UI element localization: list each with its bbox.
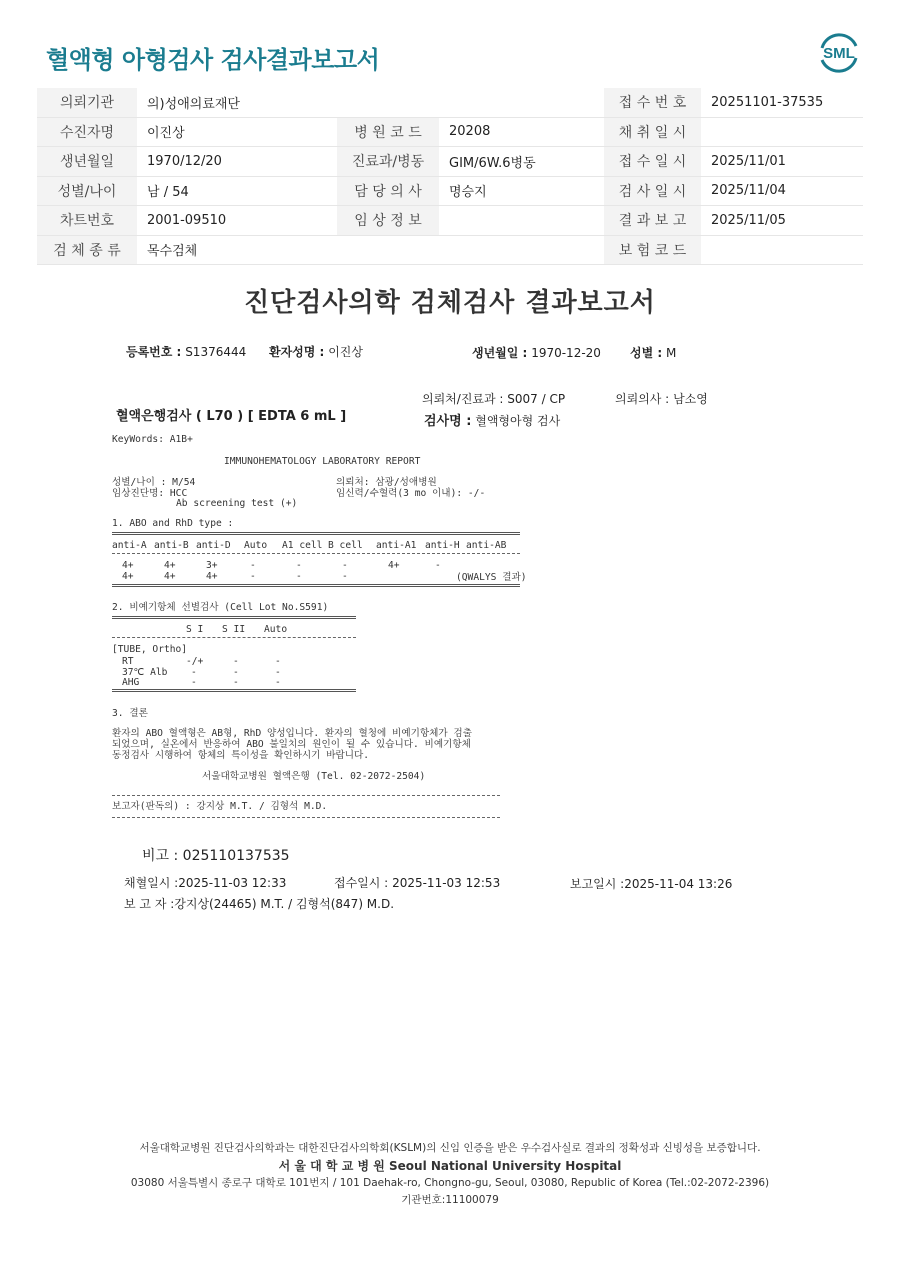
cell: A1 cell bbox=[282, 540, 323, 551]
referral-doctor: 의뢰의사 : 남소영 bbox=[615, 392, 708, 406]
cell: 3+ bbox=[206, 560, 218, 571]
patient-name: 환자성명 : 이진상 bbox=[269, 345, 363, 359]
divider bbox=[112, 616, 356, 619]
info-label: 진료과/병동 bbox=[337, 147, 439, 177]
divider bbox=[112, 637, 356, 638]
conclusion-line-2: 되었으며, 실온에서 반응하여 ABO 불일치의 원인이 될 수 있습니다. 비예기항체 bbox=[112, 739, 471, 750]
cell: anti-D bbox=[196, 540, 231, 551]
test-name: 검사명 : 혈액형아형 검사 bbox=[424, 414, 561, 429]
info-label: 접 수 일 시 bbox=[604, 147, 701, 177]
keywords: KeyWords: A1B+ bbox=[112, 434, 193, 445]
info-label: 생년월일 bbox=[37, 147, 137, 177]
info-value: 명승지 bbox=[439, 176, 604, 206]
sml-logo bbox=[816, 30, 862, 76]
screen-row-value: - bbox=[191, 666, 197, 678]
screen-row-value: - bbox=[275, 656, 281, 667]
svg-text:SML: SML bbox=[823, 45, 855, 62]
info-value: 목수검체 bbox=[137, 235, 337, 265]
info-value: 20251101-37535 bbox=[701, 88, 863, 117]
sex: 성별 : M bbox=[630, 346, 677, 360]
collect-time: 채혈일시 :2025-11-03 12:33 bbox=[124, 876, 287, 890]
info-row bbox=[37, 88, 863, 117]
cell: S I bbox=[186, 624, 204, 635]
info-row bbox=[37, 206, 863, 236]
cell: - bbox=[250, 560, 256, 571]
info-value bbox=[439, 206, 604, 236]
cell: 4+ bbox=[206, 571, 218, 582]
divider bbox=[112, 817, 500, 818]
footer-address: 03080 서울특별시 종로구 대학로 101번지 / 101 Daehak-ro, Chongno-gu, Seoul, 03080, Republic of Korea (Tel.:02-2072-2396) bbox=[130, 1177, 770, 1189]
info-label: 채 취 일 시 bbox=[604, 117, 701, 147]
test-group: 혈액은행검사 ( L70 ) [ EDTA 6 mL ] bbox=[116, 409, 347, 424]
info-value: GIM/6W.6병동 bbox=[439, 147, 604, 177]
info-label: 결 과 보 고 bbox=[604, 206, 701, 236]
info-value: 1970/12/20 bbox=[137, 147, 337, 177]
cell: 4+ bbox=[122, 571, 134, 582]
info-value: 이진상 bbox=[137, 117, 337, 147]
screen-row-value: -/+ bbox=[186, 656, 204, 667]
report-time: 보고일시 :2025-11-04 13:26 bbox=[570, 877, 733, 891]
info-row bbox=[37, 117, 863, 147]
lab-heading: IMMUNOHEMATOLOGY LABORATORY REPORT bbox=[224, 456, 421, 467]
referral: 의뢰처: 삼광/성애병원 bbox=[336, 477, 437, 488]
info-row bbox=[37, 176, 863, 206]
info-value: 의)성애의료재단 bbox=[137, 88, 337, 117]
cell: anti-AB bbox=[466, 540, 507, 551]
info-label bbox=[337, 88, 439, 117]
info-value bbox=[701, 117, 863, 147]
patient-info-table bbox=[37, 88, 863, 265]
section1-title: 1. ABO and RhD type : bbox=[112, 518, 234, 529]
footer-certification: 서울대학교병원 진단검사의학과는 대한진단검사의학회(KSLM)의 신임 인증을 받은 우수검사실로 결과의 정확성과 신빙성을 보증합니다. bbox=[139, 1142, 761, 1154]
cell: anti-A1 bbox=[376, 540, 417, 551]
info-label: 수진자명 bbox=[37, 117, 137, 147]
cell: anti-A bbox=[112, 540, 147, 551]
cell: 4+ bbox=[164, 560, 176, 571]
cell: - bbox=[296, 560, 302, 571]
referral-dept: 의뢰처/진료과 : S007 / CP bbox=[422, 392, 566, 406]
screen-row-value: - bbox=[191, 677, 197, 688]
screen-row-value: - bbox=[275, 677, 281, 688]
info-label: 의뢰기관 bbox=[37, 88, 137, 117]
ab-screening: Ab screening test (+) bbox=[176, 498, 298, 509]
note: 비고 : 025110137535 bbox=[142, 848, 290, 864]
qwalys-note: (QWALYS 결과) bbox=[456, 572, 527, 583]
cell: - bbox=[296, 571, 302, 582]
divider bbox=[112, 795, 500, 796]
info-row bbox=[37, 235, 863, 265]
cell: - bbox=[342, 560, 348, 571]
info-label bbox=[337, 235, 439, 265]
info-label: 병 원 코 드 bbox=[337, 117, 439, 147]
info-value: 20208 bbox=[439, 117, 604, 147]
conclusion-line-3: 동정검사 시행하여 항체의 특이성을 확인하시기 바랍니다. bbox=[112, 750, 370, 761]
info-value: 남 / 54 bbox=[137, 176, 337, 206]
info-label: 차트번호 bbox=[37, 206, 137, 236]
info-value: 2001-09510 bbox=[137, 206, 337, 236]
info-value bbox=[701, 235, 863, 265]
divider bbox=[112, 689, 356, 692]
footer-hospital: 서 울 대 학 교 병 원 Seoul National University Hospital bbox=[278, 1159, 622, 1173]
cell: anti-H bbox=[425, 540, 460, 551]
screen-row-label: RT bbox=[122, 656, 134, 667]
divider bbox=[112, 553, 520, 554]
cell: Auto bbox=[264, 624, 288, 635]
cell: B cell bbox=[328, 540, 363, 551]
receive-time: 접수일시 : 2025-11-03 12:53 bbox=[334, 876, 501, 890]
cell: - bbox=[435, 560, 441, 571]
lab-reporter: 보고자(판독의) : 강지상 M.T. / 김형석 M.D. bbox=[112, 801, 328, 812]
sex-age: 성별/나이 : M/54 bbox=[112, 477, 196, 488]
divider bbox=[112, 584, 520, 587]
info-label: 보 험 코 드 bbox=[604, 235, 701, 265]
summary-reporter: 보 고 자 :강지상(24465) M.T. / 김형석(847) M.D. bbox=[124, 897, 395, 911]
screen-row-value: - bbox=[233, 666, 239, 678]
info-value: 2025/11/05 bbox=[701, 206, 863, 236]
cell: Auto bbox=[244, 540, 268, 551]
info-label: 성별/나이 bbox=[37, 176, 137, 206]
divider bbox=[112, 532, 520, 535]
info-value bbox=[439, 235, 604, 265]
cell: - bbox=[342, 571, 348, 582]
cell: 4+ bbox=[388, 560, 400, 571]
info-value bbox=[439, 88, 604, 117]
section3-title: 3. 결론 bbox=[112, 708, 148, 719]
screen-row-value: - bbox=[233, 677, 239, 688]
page-title: 혈액형 아형검사 검사결과보고서 bbox=[46, 46, 380, 74]
info-value: 2025/11/01 bbox=[701, 147, 863, 177]
screen-row-value: - bbox=[233, 656, 239, 667]
cell: - bbox=[250, 571, 256, 582]
screen-row-label: AHG bbox=[122, 677, 140, 688]
section2-title: 2. 비예기항체 선별검사 (Cell Lot No.S591) bbox=[112, 602, 329, 613]
registration-number: 등록번호 : S1376444 bbox=[126, 345, 247, 359]
blood-bank: 서울대학교병원 혈액은행 (Tel. 02-2072-2504) bbox=[202, 771, 426, 782]
screen-row-value: - bbox=[275, 666, 281, 678]
diagnosis: 임상진단명: HCC bbox=[112, 488, 188, 499]
info-label: 접 수 번 호 bbox=[604, 88, 701, 117]
info-label: 검 체 종 류 bbox=[37, 235, 137, 265]
info-label: 임 상 정 보 bbox=[337, 206, 439, 236]
birth-date: 생년월일 : 1970-12-20 bbox=[472, 346, 601, 360]
cell: S II bbox=[222, 624, 246, 635]
info-row bbox=[37, 147, 863, 177]
screen-method: [TUBE, Ortho] bbox=[112, 644, 188, 655]
info-label: 검 사 일 시 bbox=[604, 176, 701, 206]
screen-row-label: 37℃ Alb bbox=[122, 666, 168, 678]
report-title: 진단검사의학 검체검사 결과보고서 bbox=[244, 288, 656, 318]
conclusion-line-1: 환자의 ABO 혈액형은 AB형, RhD 양성입니다. 환자의 혈청에 비예기항체가 검출 bbox=[112, 728, 472, 739]
info-label: 담 당 의 사 bbox=[337, 176, 439, 206]
pregnancy-transfusion: 임신력/수혈력(3 mo 이내): -/- bbox=[336, 488, 486, 499]
cell: anti-B bbox=[154, 540, 189, 551]
cell: 4+ bbox=[164, 571, 176, 582]
footer-institution-code: 기관번호:11100079 bbox=[401, 1194, 499, 1206]
cell: 4+ bbox=[122, 560, 134, 571]
info-value: 2025/11/04 bbox=[701, 176, 863, 206]
